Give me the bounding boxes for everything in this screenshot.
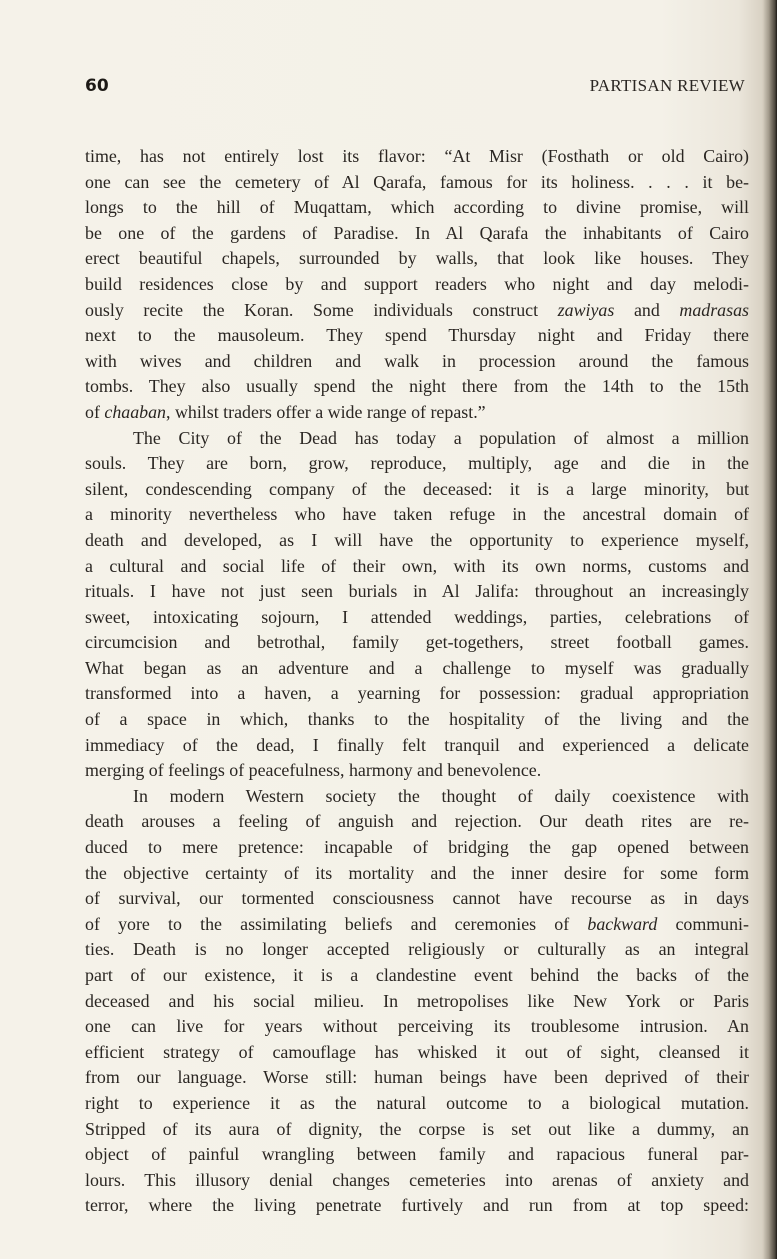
- text-run: the objective certainty of its mortality and the inner desire for some form: [85, 862, 749, 883]
- page-header: [85, 76, 745, 98]
- text-line: [85, 554, 749, 580]
- text-line: [85, 579, 749, 605]
- body-text: [85, 144, 749, 1219]
- text-line: [85, 272, 749, 298]
- text-run: tombs. They also usually spend the night there from the 14th to the 15th: [85, 376, 749, 397]
- text-line: [85, 400, 749, 426]
- text-run: sweet, intoxicating sojourn, I attended weddings, parties, celebrations of: [85, 606, 749, 627]
- text-run: ously recite the Koran. Some individuals construct: [85, 299, 558, 320]
- text-line: [85, 298, 749, 324]
- text-run: of survival, our tormented consciousness cannot have recourse as in days: [85, 888, 749, 909]
- text-run: a minority nevertheless who have taken refuge in the ancestral domain of: [85, 504, 749, 525]
- text-run: part of our existence, it is a clandestine event behind the backs of the: [85, 965, 749, 985]
- text-run: of a space in which, thanks to the hospitality of the living and the: [85, 709, 749, 730]
- text-run: from our language. Worse still: human beings have been deprived of their: [85, 1067, 749, 1088]
- paragraph: [85, 426, 749, 784]
- text-run: one can live for years without perceiving its troublesome intrusion. An: [85, 1016, 749, 1037]
- text-line: [85, 784, 749, 810]
- text-run: terror, where the living penetrate furtively and run from at top speed:: [85, 1195, 749, 1216]
- text-line: [85, 1065, 749, 1091]
- text-run: , whilst traders offer a wide range of repast.”: [166, 401, 486, 422]
- text-line: [85, 528, 749, 554]
- text-line: [85, 221, 749, 247]
- italic-term: backward: [587, 913, 658, 934]
- text-line: [85, 1142, 749, 1168]
- text-run: be one of the gardens of Paradise. In Al Qarafa the inhabitants of Cairo: [85, 222, 749, 243]
- text-run: time, has not entirely lost its flavor: “At Misr (Fosthath or old Cairo): [85, 146, 749, 166]
- text-run: erect beautiful chapels, surrounded by walls, that look like houses. They: [85, 248, 749, 269]
- text-run: death and developed, as I will have the opportunity to experience myself,: [85, 529, 749, 550]
- text-line: [85, 246, 749, 272]
- text-run: object of painful wrangling between family and rapacious funeral par-: [85, 1144, 749, 1165]
- text-line: [85, 605, 749, 631]
- paragraph: [85, 784, 749, 1219]
- text-run: souls. They are born, grow, reproduce, multiply, age and die in the: [85, 453, 749, 474]
- text-line: [85, 886, 749, 912]
- text-run: of yore to the assimilating beliefs and ceremonies of: [85, 913, 588, 934]
- text-run: ties. Death is no longer accepted religiously or culturally as an integral: [85, 939, 749, 960]
- text-line: [85, 451, 749, 477]
- text-run: a cultural and social life of their own, with its own norms, customs and: [85, 555, 749, 576]
- text-run: merging of feelings of peacefulness, harmony and benevolence.: [85, 760, 542, 781]
- text-line: [85, 323, 749, 349]
- text-run: In modern Western society the thought of daily coexistence with: [133, 785, 749, 806]
- text-run: and: [614, 299, 680, 320]
- text-line: [85, 733, 749, 759]
- text-run: with wives and children and walk in procession around the famous: [85, 350, 749, 371]
- text-line: [85, 707, 749, 733]
- text-run: immediacy of the dead, I finally felt tranquil and experienced a delicate: [85, 734, 749, 755]
- text-run: death arouses a feeling of anguish and rejection. Our death rites are re-: [85, 811, 749, 832]
- paragraph: [85, 144, 749, 426]
- text-line: [85, 963, 749, 989]
- text-run: What began as an adventure and a challenge to myself was gradually: [85, 657, 749, 678]
- text-line: [85, 502, 749, 528]
- text-line: [85, 144, 749, 170]
- text-line: [85, 912, 749, 938]
- text-line: [85, 374, 749, 400]
- text-run: Stripped of its aura of dignity, the corpse is set out like a dummy, an: [85, 1118, 749, 1139]
- text-line: [85, 937, 749, 963]
- text-line: [85, 170, 749, 196]
- text-run: duced to mere pretence: incapable of bridging the gap opened between: [85, 837, 749, 858]
- text-run: silent, condescending company of the deceased: it is a large minority, but: [85, 478, 749, 499]
- text-line: [85, 195, 749, 221]
- text-run: longs to the hill of Muqattam, which according to divine promise, will: [85, 197, 749, 218]
- text-line: [85, 1168, 749, 1194]
- text-line: [85, 861, 749, 887]
- text-run: of: [85, 401, 105, 422]
- text-run: circumcision and betrothal, family get-togethers, street football games.: [85, 632, 749, 653]
- running-head: PARTISAN REVIEW: [589, 76, 745, 95]
- text-run: build residences close by and support readers who night and day melodi-: [85, 273, 749, 294]
- text-run: right to experience it as the natural outcome to a biological mutation.: [85, 1092, 749, 1113]
- text-line: [85, 630, 749, 656]
- text-run: rituals. I have not just seen burials in Al Jalifa: throughout an increasingly: [85, 581, 749, 602]
- text-line: [85, 835, 749, 861]
- text-run: deceased and his social milieu. In metropolises like New York or Paris: [85, 990, 749, 1011]
- text-line: [85, 758, 749, 784]
- text-line: [85, 681, 749, 707]
- text-run: transformed into a haven, a yearning for possession: gradual appropriation: [85, 683, 749, 704]
- text-run: next to the mausoleum. They spend Thursday night and Friday there: [85, 325, 749, 346]
- text-run: one can see the cemetery of Al Qarafa, famous for its holiness. . . . it be-: [85, 171, 749, 192]
- text-line: [85, 1117, 749, 1143]
- text-line: [85, 1040, 749, 1066]
- italic-term: chaaban: [104, 401, 167, 422]
- text-line: [85, 477, 749, 503]
- text-line: [85, 989, 749, 1015]
- text-line: [85, 426, 749, 452]
- text-run: communi-: [657, 913, 749, 934]
- text-line: [85, 1193, 749, 1219]
- text-run: efficient strategy of camouflage has whisked it out of sight, cleansed it: [85, 1041, 749, 1062]
- text-line: [85, 656, 749, 682]
- italic-term: zawiyas: [557, 299, 615, 320]
- text-run: The City of the Dead has today a population of almost a million: [133, 427, 749, 448]
- text-line: [85, 1091, 749, 1117]
- text-line: [85, 349, 749, 375]
- page-number: 60: [85, 76, 109, 96]
- text-run: lours. This illusory denial changes cemeteries into arenas of anxiety and: [85, 1169, 749, 1190]
- text-line: [85, 1014, 749, 1040]
- book-spine-shadow: [763, 0, 777, 1259]
- italic-term: madrasas: [679, 299, 749, 320]
- text-line: [85, 809, 749, 835]
